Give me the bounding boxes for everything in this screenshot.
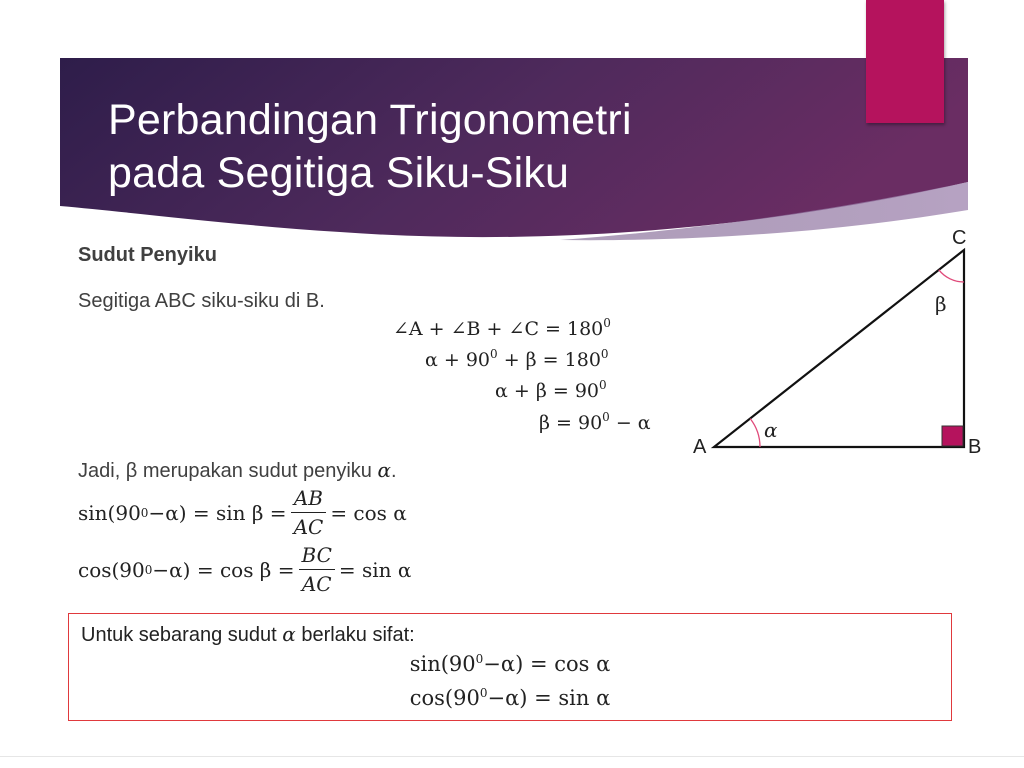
eq4-b: − α	[609, 412, 651, 434]
triangle-diagram	[680, 222, 1000, 472]
conclusion-alpha: α	[377, 458, 391, 482]
intro-text: Segitiga ABC siku-siku di B.	[78, 290, 325, 312]
cos-mid: −α) = cos β =	[152, 557, 295, 582]
slide-title	[108, 94, 632, 200]
eq2-sup-a: 0	[490, 347, 498, 361]
alpha-label: α	[764, 418, 778, 442]
property-intro-a: Untuk sebarang sudut	[81, 624, 283, 646]
sin-fraction	[291, 486, 327, 539]
right-angle-marker	[942, 426, 963, 446]
vertex-b-label: B	[968, 436, 982, 458]
property-line-sin	[69, 652, 951, 676]
title-line-2: pada Segitiga Siku-Siku	[108, 149, 570, 197]
eq4-sup: 0	[602, 410, 610, 424]
triangle-shape	[714, 250, 964, 447]
conclusion-main: Jadi, β merupakan sudut penyiku	[78, 460, 378, 482]
triangle-svg	[680, 222, 1000, 472]
equation-substitution	[425, 349, 609, 371]
property-cos-a: cos(90	[409, 686, 480, 710]
sin-denominator: AC	[293, 515, 324, 539]
cos-denominator: AC	[301, 572, 332, 596]
property-box	[68, 613, 952, 721]
equation-angle-sum	[393, 318, 611, 340]
property-intro-b: berlaku sifat:	[295, 624, 415, 646]
property-cos-b: −α) = sin α	[487, 686, 611, 710]
property-sin-a: sin(90	[409, 652, 476, 676]
eq3-lhs: α + β = 90	[495, 380, 599, 402]
eq1-lhs: ∠A + ∠B + ∠C = 180	[393, 318, 604, 340]
conclusion-end: .	[390, 460, 397, 482]
cos-identity: cos(90 0 −α) = cos β = $\frac{BC}{AC}$ = sin α	[78, 543, 412, 596]
property-line-cos	[69, 686, 951, 710]
sin-rhs: = cos α	[330, 500, 407, 525]
property-sin-b: −α) = cos α	[483, 652, 611, 676]
cos-prefix: cos(90	[78, 557, 145, 582]
sin-prefix: sin(90	[78, 500, 141, 525]
eq3-sup: 0	[599, 378, 607, 392]
sin-mid: −α) = sin β =	[148, 500, 287, 525]
eq2-b: + β = 180	[497, 349, 601, 371]
sin-identity: sin(90 0 −α) = sin β = $\frac{AB}{AC}$ = cos α	[78, 486, 407, 539]
property-intro	[81, 622, 415, 647]
sin-numerator: AB	[291, 486, 326, 513]
equation-sum-90	[495, 380, 607, 402]
eq1-sup: 0	[603, 316, 611, 330]
eq2-sup-b: 0	[600, 347, 609, 361]
eq2-a: α + 90	[425, 349, 491, 371]
equation-beta	[539, 412, 651, 434]
property-cos-sup: 0	[479, 686, 488, 700]
property-intro-alpha: α	[282, 622, 296, 646]
property-sin-sup: 0	[475, 652, 484, 666]
vertex-c-label: C	[952, 227, 967, 249]
beta-label: β	[935, 292, 947, 316]
beta-arc	[939, 270, 964, 282]
cos-numerator: BC	[299, 543, 335, 570]
vertex-a-label: A	[693, 436, 707, 458]
title-line-1: Perbandingan Trigonometri	[108, 96, 632, 144]
cos-fraction	[299, 543, 335, 596]
subheading: Sudut Penyiku	[78, 244, 217, 266]
footer-line	[0, 756, 1024, 757]
eq4-a: β = 90	[539, 412, 603, 434]
cos-rhs: = sin α	[338, 557, 412, 582]
accent-tab	[866, 0, 944, 123]
alpha-arc	[750, 419, 760, 447]
conclusion-text	[78, 458, 397, 483]
